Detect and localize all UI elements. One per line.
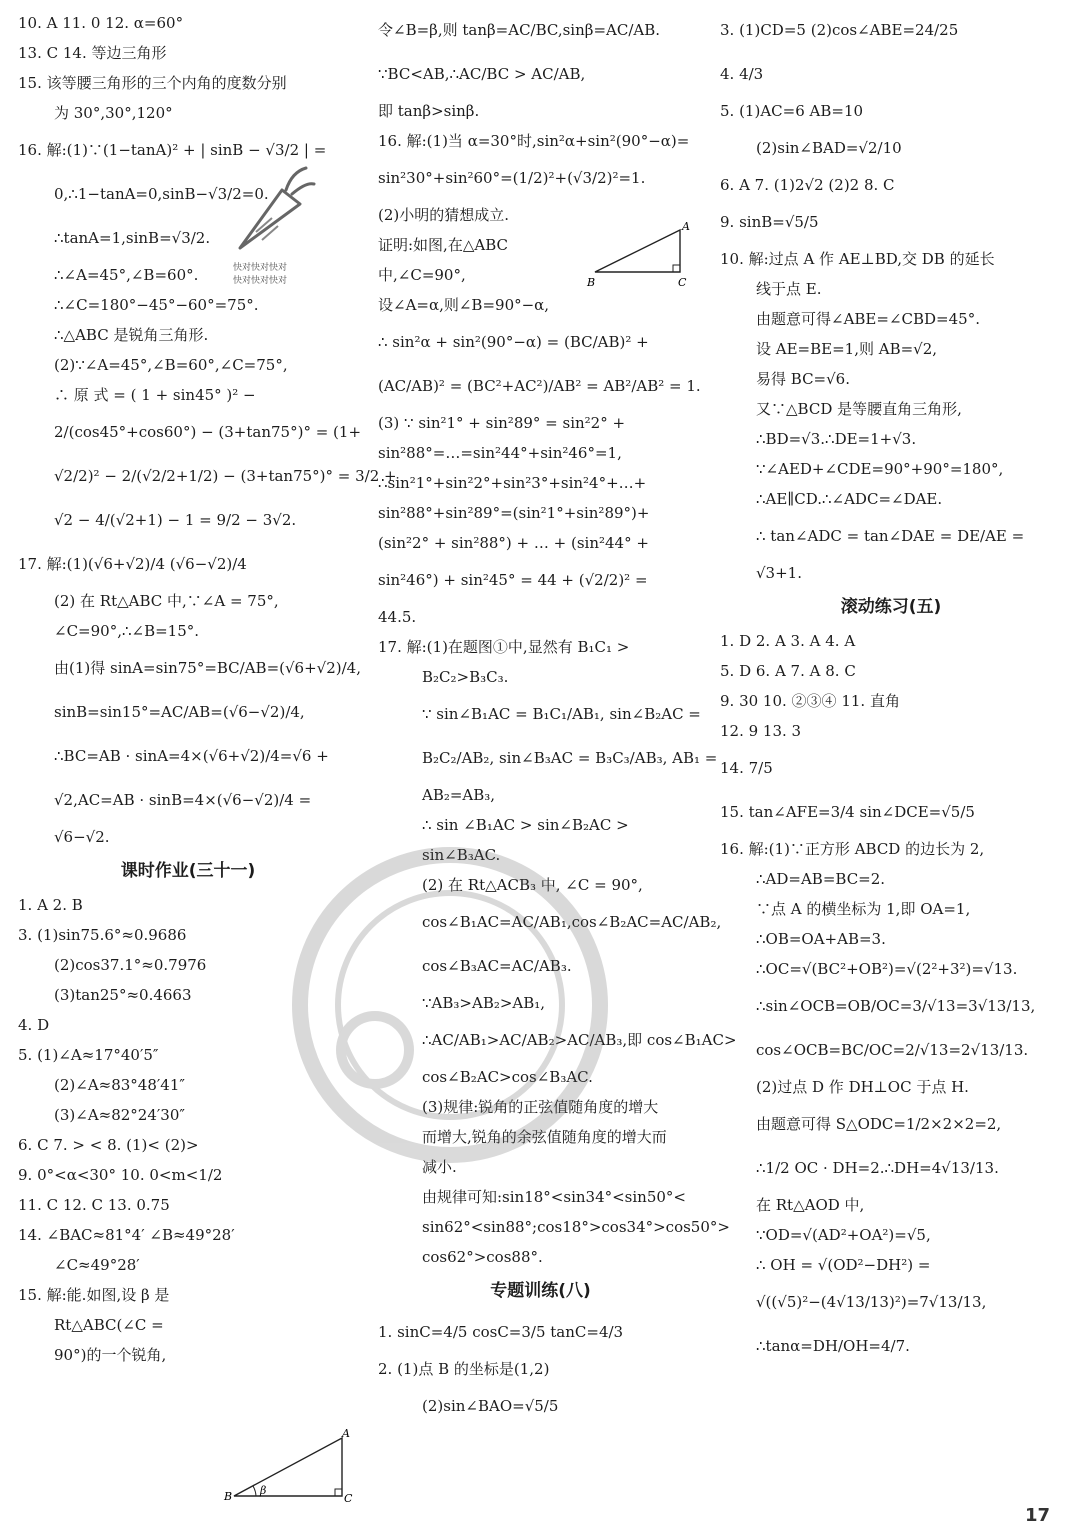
section-heading: 专题训练(八)	[490, 1281, 591, 1301]
answer-line: ∴AD=AB=BC=2.	[756, 870, 886, 888]
answer-line: 6. A 7. (1)2√2 (2)2 8. C	[720, 176, 895, 194]
answer-line: 证明:如图,在△ABC	[378, 236, 508, 254]
answer-line: (2)cos37.1°≈0.7976	[54, 956, 207, 974]
answer-line: 0,∴1−tanA=0,sinB−√3/2=0.	[54, 185, 269, 203]
answer-line: ∵点 A 的横坐标为 1,即 OA=1,	[756, 900, 971, 918]
answer-line: ∵BC<AB,∴AC/BC > AC/AB,	[378, 65, 586, 83]
answer-line: 15. 解:能.如图,设 β 是	[18, 1286, 170, 1304]
answer-line: 设∠A=α,则∠B=90°−α,	[378, 296, 550, 314]
answer-line: (2)∵∠A=45°,∠B=60°,∠C=75°,	[54, 356, 288, 374]
answer-line: 2. (1)点 B 的坐标是(1,2)	[378, 1360, 550, 1378]
answer-column-3	[720, 8, 1062, 1368]
vertex-label-a2: A	[342, 1427, 350, 1440]
answer-line: 5. (1)∠A≈17°40′5″	[18, 1046, 159, 1064]
watermark-caption-line-2: 快对快对快对	[233, 276, 288, 286]
answer-line: ∴1/2 OC · DH=2.∴DH=4√13/13.	[756, 1159, 999, 1177]
answer-line: cos∠OCB=BC/OC=2/√13=2√13/13.	[756, 1041, 1029, 1059]
section-heading: 课时作业(三十一)	[120, 861, 256, 881]
answer-line: 5. D 6. A 7. A 8. C	[720, 662, 856, 680]
answer-line: 令∠B=β,则 tanβ=AC/BC,sinβ=AC/AB.	[378, 21, 660, 39]
answer-line: 9. 30 10. ②③④ 11. 直角	[720, 692, 900, 710]
answer-line: sin∠B₃AC.	[422, 846, 501, 864]
answer-line: 5. (1)AC=6 AB=10	[720, 102, 864, 120]
answer-line: ∴∠C=180°−45°−60°=75°.	[54, 296, 259, 314]
answer-line: 90°)的一个锐角,	[54, 1346, 167, 1364]
answer-line: ∴△ABC 是锐角三角形.	[54, 326, 209, 344]
answer-line: ∵OD=√(AD²+OA²)=√5,	[756, 1226, 931, 1244]
answer-line: (2)sin∠BAD=√2/10	[756, 139, 902, 157]
answer-line: ∴AE∥CD.∴∠ADC=∠DAE.	[756, 490, 943, 508]
answer-line: (2) 在 Rt△ACB₃ 中, ∠C = 90°,	[422, 876, 643, 894]
answer-line: ∴BC=AB · sinA=4×(√6+√2)/4=√6 +	[54, 747, 329, 765]
answer-line: cos∠B₂AC>cos∠B₃AC.	[422, 1068, 593, 1086]
answer-line: 在 Rt△AOD 中,	[756, 1196, 865, 1214]
answer-line: sin²46°) + sin²45° = 44 + (√2/2)² =	[378, 571, 648, 589]
answer-line: 由题意可得∠ABE=∠CBD=45°.	[756, 310, 980, 328]
answer-line: (2)sin∠BAO=√5/5	[422, 1397, 559, 1415]
answer-line: ∴ tan∠ADC = tan∠DAE = DE/AE =	[756, 527, 1025, 545]
answer-line: (2)过点 D 作 DH⊥OC 于点 H.	[756, 1078, 969, 1096]
vertex-label-c2: C	[344, 1492, 353, 1505]
answer-line: sin²88°=…=sin²44°+sin²46°=1,	[378, 444, 622, 462]
answer-line: 2/(cos45°+cos60°) − (3+tan75°)° = (1+	[54, 423, 362, 441]
answer-line: 6. C 7. > < 8. (1)< (2)>	[18, 1136, 199, 1154]
answer-line: 又∵△BCD 是等腰直角三角形,	[756, 400, 962, 418]
answer-line: (2)小明的猜想成立.	[378, 206, 510, 224]
answer-line: Rt△ABC(∠C =	[54, 1316, 164, 1334]
answer-line: ∴OC=√(BC²+OB²)=√(2²+3²)=√13.	[756, 960, 1018, 978]
answer-line: 16. 解:(1)∵(1−tanA)² + | sinB − √3/2 | =	[18, 141, 327, 159]
answer-line: 9. sinB=√5/5	[720, 213, 819, 231]
answer-line: 中,∠C=90°,	[378, 266, 466, 284]
answer-line: sinB=sin15°=AC/AB=(√6−√2)/4,	[54, 703, 305, 721]
answer-line: (2) 在 Rt△ABC 中,∵∠A = 75°,	[54, 592, 279, 610]
answer-line: 由(1)得 sinA=sin75°=BC/AB=(√6+√2)/4,	[54, 659, 361, 677]
answer-line: 1. D 2. A 3. A 4. A	[720, 632, 856, 650]
answer-line: ∠C≈49°28′	[54, 1256, 140, 1274]
answer-line: 由规律可知:sin18°<sin34°<sin50°<	[422, 1188, 686, 1206]
answer-line: 10. 解:过点 A 作 AE⊥BD,交 DB 的延长	[720, 250, 995, 268]
answer-line: 为 30°,30°,120°	[54, 104, 173, 122]
answer-line: 14. ∠BAC≈81°4′ ∠B≈49°28′	[18, 1226, 235, 1244]
answer-line: ∴OB=OA+AB=3.	[756, 930, 886, 948]
answer-line: (sin²2° + sin²88°) + … + (sin²44° +	[378, 534, 649, 552]
answer-line: sin62°<sin88°;cos18°>cos34°>cos50°>	[422, 1218, 730, 1236]
section-heading: 滚动练习(五)	[840, 597, 942, 617]
answer-line: 4. 4/3	[720, 65, 764, 83]
answer-line: 1. sinC=4/5 cosC=3/5 tanC=4/3	[378, 1323, 624, 1341]
answer-line: 线于点 E.	[756, 280, 822, 298]
answer-column-1	[18, 8, 397, 1370]
answer-line: 15. tan∠AFE=3/4 sin∠DCE=√5/5	[720, 803, 975, 821]
answer-line: √((√5)²−(4√13/13)²)=7√13/13,	[756, 1293, 987, 1311]
answer-line: ∴ sin²α + sin²(90°−α) = (BC/AB)² +	[378, 333, 649, 351]
answer-line: 减小.	[422, 1158, 457, 1176]
answer-line: ∴tanA=1,sinB=√3/2.	[54, 229, 211, 247]
answer-line: ∵∠AED+∠CDE=90°+90°=180°,	[756, 460, 1004, 478]
answer-line: 14. 7/5	[720, 759, 773, 777]
answer-line: ∵ sin∠B₁AC = B₁C₁/AB₁, sin∠B₂AC =	[422, 705, 701, 723]
answer-line: 10. A 11. 0 12. α=60°	[18, 14, 184, 32]
answer-line: 3. (1)sin75.6°≈0.9686	[18, 926, 187, 944]
answer-line: ∴sin∠OCB=OB/OC=3/√13=3√13/13,	[756, 997, 1036, 1015]
answer-line: √2 − 4/(√2+1) − 1 = 9/2 − 3√2.	[54, 511, 297, 529]
answer-line: 16. 解:(1)∵正方形 ABCD 的边长为 2,	[720, 840, 985, 858]
right-triangle-figure-beta	[222, 1428, 360, 1508]
vertex-label-b2: B	[224, 1490, 233, 1503]
right-triangle-figure-abc	[585, 220, 695, 292]
answer-line: 12. 9 13. 3	[720, 722, 802, 740]
answer-line: cos62°>cos88°.	[422, 1248, 543, 1266]
answer-line: cos∠B₁AC=AC/AB₁,cos∠B₂AC=AC/AB₂,	[422, 913, 722, 931]
answer-line: ∴ 原 式 = ( 1 + sin45° )² −	[54, 386, 256, 404]
answer-line: ∴∠A=45°,∠B=60°.	[54, 266, 199, 284]
angle-label-beta: β	[260, 1484, 267, 1497]
answer-line: 而增大,锐角的余弦值随角度的增大而	[422, 1128, 667, 1146]
answer-line: (AC/AB)² = (BC²+AC²)/AB² = AB²/AB² = 1.	[378, 377, 701, 395]
answer-line: B₂C₂/AB₂, sin∠B₃AC = B₃C₃/AB₃, AB₁ =	[422, 749, 718, 767]
answer-line: B₂C₂>B₃C₃.	[422, 668, 509, 686]
answer-line: ∵AB₃>AB₂>AB₁,	[422, 994, 546, 1012]
answer-line: ∴tanα=DH/OH=4/7.	[756, 1337, 910, 1355]
answer-line: ∴AC/AB₁>AC/AB₂>AC/AB₃,即 cos∠B₁AC>	[422, 1031, 737, 1049]
answer-line: ∴BD=√3.∴DE=1+√3.	[756, 430, 917, 448]
vertex-label-c: C	[678, 276, 687, 289]
answer-line: ∴ OH = √(OD²−DH²) =	[756, 1256, 931, 1274]
answer-line: sin²30°+sin²60°=(1/2)²+(√3/2)²=1.	[378, 169, 646, 187]
answer-line: (3)规律:锐角的正弦值随角度的增大	[422, 1098, 659, 1116]
answer-line: 9. 0°<α<30° 10. 0<m<1/2	[18, 1166, 223, 1184]
answer-line: 44.5.	[378, 608, 417, 626]
answer-line: ∴ sin ∠B₁AC > sin∠B₂AC >	[422, 816, 629, 834]
answer-line: √2,AC=AB · sinB=4×(√6−√2)/4 =	[54, 791, 312, 809]
answer-line: 3. (1)CD=5 (2)cos∠ABE=24/25	[720, 21, 959, 39]
watermark-caption	[233, 262, 287, 288]
answer-line: 16. 解:(1)当 α=30°时,sin²α+sin²(90°−α)=	[378, 132, 690, 150]
answer-line: √6−√2.	[54, 828, 110, 846]
answer-line: sin²88°+sin²89°=(sin²1°+sin²89°)+	[378, 504, 650, 522]
answer-line: √2/2)² − 2/(√2/2+1/2) − (3+tan75°)° = 3/2 +	[54, 467, 397, 485]
answer-line: 11. C 12. C 13. 0.75	[18, 1196, 170, 1214]
answer-line: √3+1.	[756, 564, 802, 582]
answer-line: 17. 解:(1)在题图①中,显然有 B₁C₁ >	[378, 638, 630, 656]
answer-line: (3) ∵ sin²1° + sin²89° = sin²2° +	[378, 414, 626, 432]
answer-line: (3)tan25°≈0.4663	[54, 986, 192, 1004]
vertex-label-b: B	[587, 276, 596, 289]
answer-line: ∠C=90°,∴∠B=15°.	[54, 622, 200, 640]
answer-line: AB₂=AB₃,	[422, 786, 496, 804]
answer-line: 易得 BC=√6.	[756, 370, 850, 388]
answer-line: 13. C 14. 等边三角形	[18, 44, 167, 62]
answer-line: (2)∠A≈83°48′41″	[54, 1076, 185, 1094]
vertex-label-a: A	[682, 220, 690, 233]
answer-line: 即 tanβ>sinβ.	[378, 102, 480, 120]
answer-line: ∴sin²1°+sin²2°+sin²3°+sin²4°+…+	[378, 474, 647, 492]
answer-line: 由题意可得 S△ODC=1/2×2×2=2,	[756, 1115, 1002, 1133]
answer-line: 4. D	[18, 1016, 50, 1034]
answer-line: cos∠B₃AC=AC/AB₃.	[422, 957, 572, 975]
watermark-caption-line-1: 快对快对快对	[233, 263, 288, 273]
answer-line: 设 AE=BE=1,则 AB=√2,	[756, 340, 938, 358]
answer-line: 15. 该等腰三角形的三个内角的度数分别	[18, 74, 287, 92]
answer-line: (3)∠A≈82°24′30″	[54, 1106, 185, 1124]
answer-line: 1. A 2. B	[18, 896, 83, 914]
page-number: 17	[1024, 1505, 1050, 1526]
answer-line: 17. 解:(1)(√6+√2)/4 (√6−√2)/4	[18, 555, 247, 573]
